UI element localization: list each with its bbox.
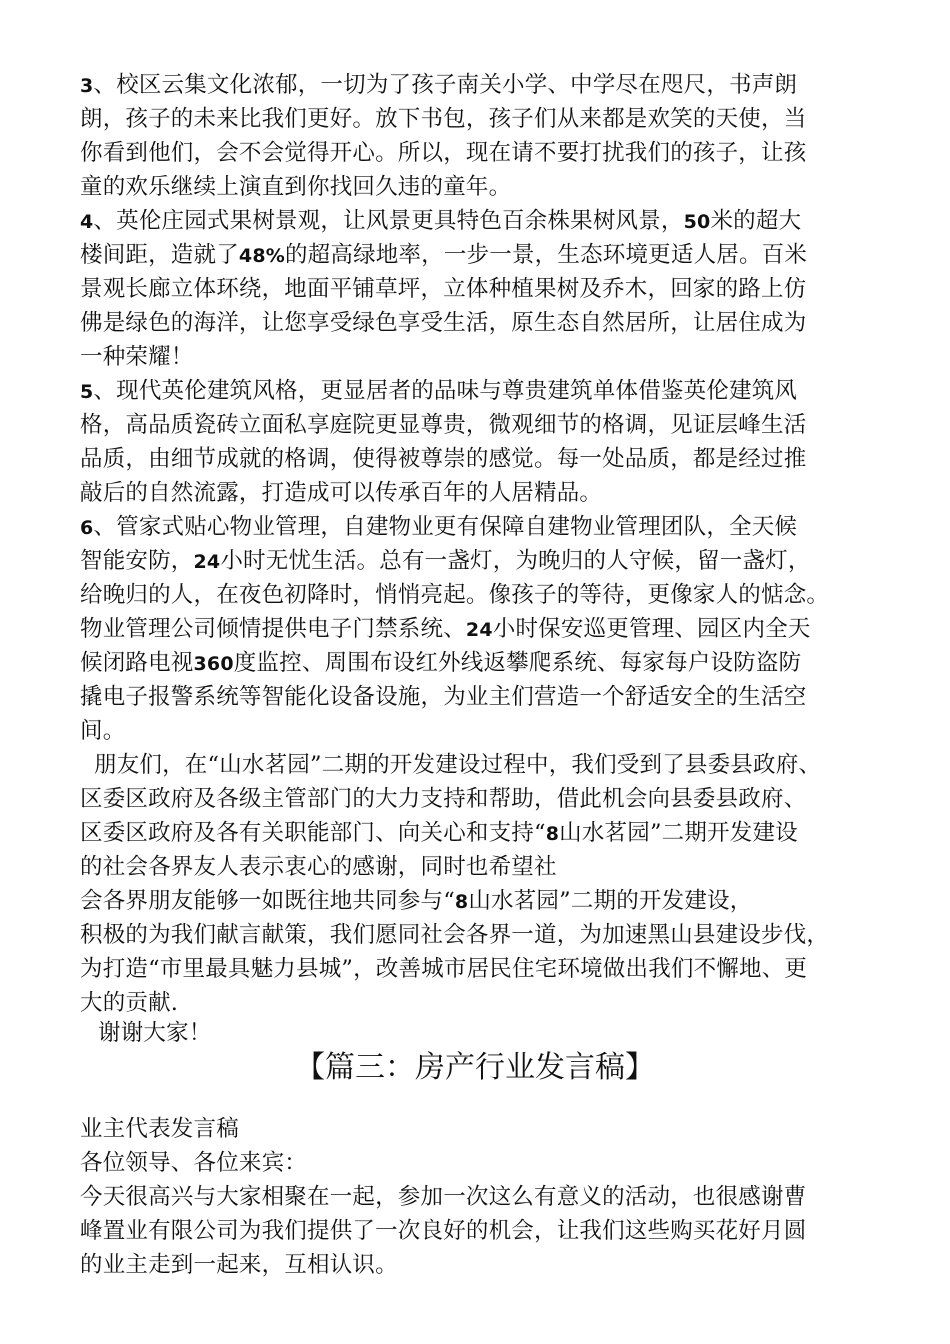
number-text: 24 [193,551,221,573]
item-number: 4 [80,211,94,233]
item-number: 5 [80,381,94,403]
part3-title: 业主代表发言稿 [80,1116,239,1142]
number-text: 24 [465,619,493,641]
item-3-line-3: 你看到他们，会不会觉得开心。所以，现在请不要打扰我们的孩子，让孩 [80,140,807,166]
paragraph-text: 、现代英伦建筑风格，更显居者的品味与尊贵建筑单体借鉴英伦建筑风 [93,378,798,404]
number-text: 48% [238,245,285,267]
part3-line-3: 的业主走到一起来，互相认识。 [80,1252,398,1278]
paragraph-text: 物业管理公司倾情提供电子门禁系统、 [80,616,466,642]
paragraph-text: 会各界朋友能够一如既往地共同参与“ [80,888,455,914]
item-6-line-7: 间。 [80,718,126,744]
closing-line-8: 大的贡献. [80,990,179,1016]
closing-line-3 [80,816,798,851]
item-6-line-6: 撬电子报警系统等智能化设备设施，为业主们营造一个舒适安全的生活空 [80,684,807,710]
item-5-line-3: 品质，由细节成就的格调，使得被尊崇的感觉。每一处品质，都是经过推 [80,446,807,472]
paragraph-text: 楼间距，造就了 [80,242,239,268]
item-3-line-1 [80,68,797,103]
part3-line-2: 峰置业有限公司为我们提供了一次良好的机会，让我们这些购买花好月圆 [80,1218,807,1244]
item-6-line-3: 给晚归的人，在夜色初降时，悄悄亮起。像孩子的等待，更像家人的惦念。 [80,582,830,608]
item-4-line-5: 一种荣耀！ [80,344,194,370]
paragraph-text: 小时无忧生活。总有一盏灯，为晚归的人守候，留一盏灯， [220,548,811,574]
paragraph-text: 、校区云集文化浓郁，一切为了孩子南关小学、中学尽在咫尺，书声朗 [93,72,798,98]
item-4-line-2 [80,238,807,273]
closing-line-6: 积极的为我们献言献策，我们愿同社会各界一道，为加速黑山县建设步伐， [80,922,830,948]
item-3-line-4: 童的欢乐继续上演直到你找回久违的童年。 [80,174,512,200]
number-text: 8 [454,891,469,913]
closing-line-7: 为打造“市里最具魅力县城”，改善城市居民住宅环境做出我们不懈地、更 [80,956,808,982]
number-text: 8 [545,823,560,845]
item-4-line-1 [80,204,801,239]
paragraph-text: 米的超大 [710,208,802,234]
paragraph-text: 智能安防， [80,548,194,574]
item-5-line-1 [80,374,797,409]
part3-salutation: 各位领导、各位来宾： [80,1150,308,1176]
thanks-line: 谢谢大家！ [98,1020,212,1046]
item-6-line-2 [80,544,811,579]
paragraph-text: 小时保安巡更管理、园区内全天 [492,616,811,642]
paragraph-text: 候闭路电视 [80,650,194,676]
paragraph-text: 、管家式贴心物业管理，自建物业更有保障自建物业管理团队，全天候 [93,514,798,540]
section-heading: 【篇三：房产行业发言稿】 [295,1050,655,1085]
paragraph-text: 度监控、周围布设红外线返攀爬系统、每家每户设防盗防 [233,650,802,676]
closing-line-2: 区委区政府及各级主管部门的大力支持和帮助，借此机会向县委县政府、 [80,786,807,812]
paragraph-text: 、英伦庄园式果树景观，让风景更具特色百余株果树风景， [93,208,684,234]
closing-line-4: 的社会各界友人表示衷心的感谢，同时也希望社 [80,854,557,880]
paragraph-text: 的超高绿地率，一步一景，生态环境更适人居。百米 [284,242,808,268]
item-6-line-1 [80,510,797,545]
closing-line-5 [80,884,752,919]
item-5-line-4: 敲后的自然流露，打造成可以传承百年的人居精品。 [80,480,603,506]
item-number: 3 [80,75,94,97]
paragraph-text: 山水茗园”二期的开发建设， [468,888,753,914]
number-text: 360 [193,653,234,675]
item-6-line-5 [80,646,801,681]
item-4-line-4: 佛是绿色的海洋，让您享受绿色享受生活，原生态自然居所，让居住成为 [80,310,807,336]
item-4-line-3: 景观长廊立体环绕，地面平铺草坪，立体种植果树及乔木，回家的路上仿 [80,276,807,302]
item-number: 6 [80,517,94,539]
part3-line-1: 今天很高兴与大家相聚在一起，参加一次这么有意义的活动，也很感谢曹 [80,1184,807,1210]
paragraph-text: 区委区政府及各有关职能部门、向关心和支持“ [80,820,546,846]
item-3-line-2: 朗，孩子的未来比我们更好。放下书包，孩子们从来都是欢笑的天使，当 [80,106,807,132]
number-text: 50 [683,211,711,233]
item-6-line-4 [80,612,811,647]
closing-line-1: 朋友们，在“山水茗园”二期的开发建设过程中，我们受到了县委县政府、 [94,752,822,778]
item-5-line-2: 格，高品质瓷砖立面私享庭院更显尊贵，微观细节的格调，见证层峰生活 [80,412,807,438]
paragraph-text: 山水茗园”二期开发建设 [559,820,798,846]
